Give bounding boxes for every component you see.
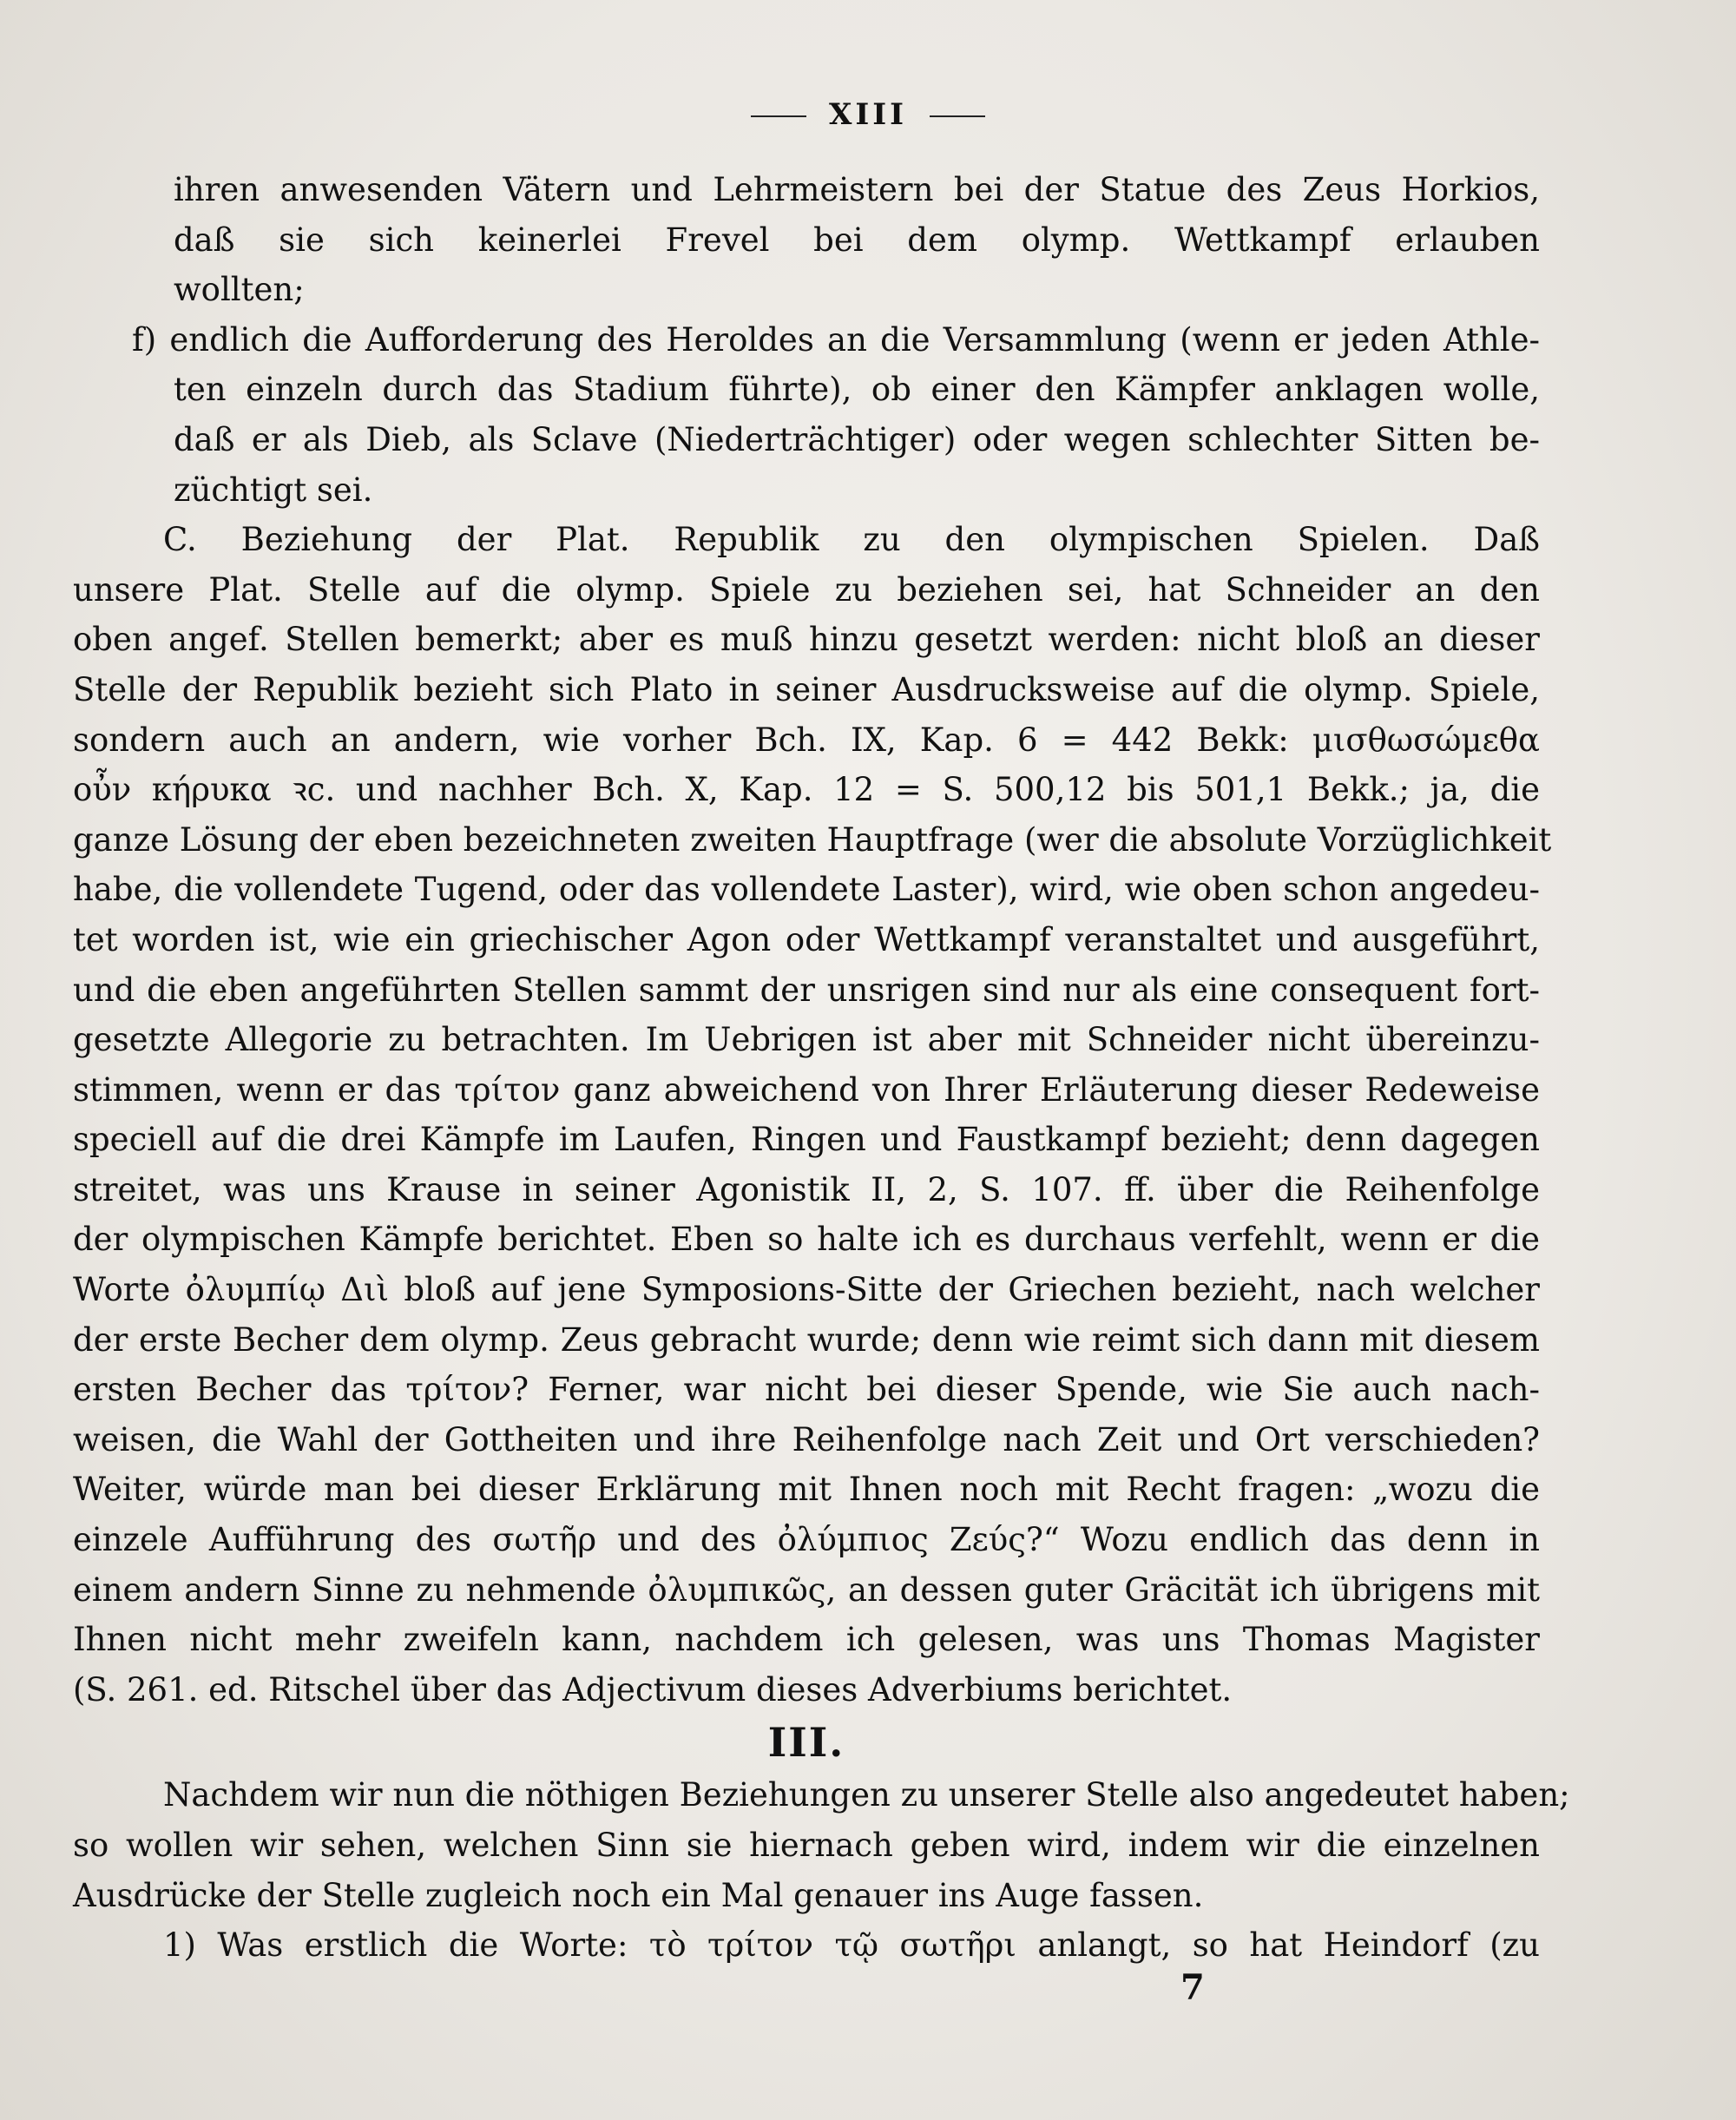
running-header	[0, 97, 1736, 132]
text-line: daß er als Dieb, als Sclave (Niederträchtiger) oder wegen schlechter Sitten be-	[174, 420, 1540, 458]
folio-number: 7	[1180, 1967, 1205, 2008]
text-line: streitet, was uns Krause in seiner Agonistik II, 2, S. 107. ff. über die Reihenfolge	[73, 1170, 1540, 1208]
body-text	[73, 165, 1570, 1971]
text-line: und die eben angeführten Stellen sammt der unsrigen sind nur als eine consequent fort-	[73, 971, 1540, 1009]
text-line: einzele Aufführung des σωτῆρ und des ὀλύμπιος Ζεύς?“ Wozu endlich das denn in	[73, 1521, 1540, 1559]
text-line: habe, die vollendete Tugend, oder das vollendete Laster), wird, wie oben schon angedeu-	[73, 871, 1540, 909]
text-line: sondern auch an andern, wie vorher Bch. IX, Kap. 6 = 442 Bekk: μισθωσώμεθα	[73, 721, 1540, 759]
text-line: weisen, die Wahl der Gottheiten und ihre Reihenfolge nach Zeit und Ort verschieden?	[73, 1420, 1540, 1458]
text-line: tet worden ist, wie ein griechischer Agon oder Wettkampf veranstaltet und ausgeführt,	[73, 920, 1540, 958]
text-line: der olympischen Kämpfe berichtet. Eben so halte ich es durchaus verfehlt, wenn er die	[73, 1221, 1540, 1259]
text-line: Stelle der Republik bezieht sich Plato in seiner Ausdrucksweise auf die olymp. Spiele,	[73, 670, 1540, 708]
text-line: einem andern Sinne zu nehmende ὀλυμπικῶς, an dessen guter Gräcität ich übrigens mit	[73, 1570, 1540, 1609]
text-line: züchtigt sei.	[174, 471, 373, 509]
text-line: Nachdem wir nun die nöthigen Beziehungen zu unserer Stelle also angedeutet haben;	[163, 1776, 1570, 1814]
text-line: wollten;	[174, 271, 305, 309]
text-line: ihren anwesenden Vätern und Lehrmeistern bei der Statue des Zeus Horkios,	[174, 171, 1540, 208]
text-line: (S. 261. ed. Ritschel über das Adjectivum dieses Adverbiums berichtet.	[73, 1670, 1233, 1709]
section-heading: III.	[767, 1719, 845, 1767]
text-line: speciell auf die drei Kämpfe im Laufen, Ringen und Faustkampf bezieht; denn dagegen	[73, 1121, 1540, 1159]
text-line: gesetzte Allegorie zu betrachten. Im Uebrigen ist aber mit Schneider nicht übereinzu-	[73, 1021, 1540, 1059]
page-roman-numeral: XIII	[828, 97, 908, 132]
text-line: daß sie sich keinerlei Frevel bei dem olymp. Wettkampf erlauben	[174, 221, 1540, 259]
text-line: f) endlich die Aufforderung des Heroldes an die Versammlung (wenn er jeden Athle-	[132, 320, 1540, 359]
text-line: 1) Was erstlich die Worte: τὸ τρίτον τῷ σωτῆρι anlangt, so hat Heindorf (zu	[163, 1926, 1540, 1965]
text-line: ganze Lösung der eben bezeichneten zweiten Hauptfrage (wer die absolute Vorzüglichkeit	[73, 820, 1552, 859]
text-line: oben angef. Stellen bemerkt; aber es muß hinzu gesetzt werden: nicht bloß an dieser	[73, 621, 1540, 659]
text-line: Worte ὀλυμπίῳ Διὶ bloß auf jene Symposions-Sitte der Griechen bezieht, nach welcher	[73, 1271, 1540, 1309]
text-line: der erste Becher dem olymp. Zeus gebracht wurde; denn wie reimt sich dann mit diesem	[73, 1320, 1540, 1359]
text-line: οὖν κήρυκα ꝛc. und nachher Bch. X, Kap. 12 = S. 500,12 bis 501,1 Bekk.; ja, die	[73, 771, 1540, 809]
text-line: Ihnen nicht mehr zweifeln kann, nachdem ich gelesen, was uns Thomas Magister	[73, 1621, 1540, 1659]
text-line: so wollen wir sehen, welchen Sinn sie hiernach geben wird, indem wir die einzelnen	[73, 1827, 1540, 1864]
text-line: ten einzeln durch das Stadium führte), ob einer den Kämpfer anklagen wolle,	[174, 371, 1540, 409]
text-line: stimmen, wenn er das τρίτον ganz abweichend von Ihrer Erläuterung dieser Redeweise	[73, 1070, 1540, 1109]
header-dash-left	[751, 115, 806, 117]
text-line: Ausdrücke der Stelle zugleich noch ein Mal genauer ins Auge fassen.	[73, 1876, 1204, 1914]
text-line: C. Beziehung der Plat. Republik zu den olympischen Spielen. Daß	[163, 521, 1540, 559]
text-line: ersten Becher das τρίτον? Ferner, war nicht bei dieser Spende, wie Sie auch nach-	[73, 1371, 1540, 1409]
header-dash-right	[930, 115, 985, 117]
text-line: unsere Plat. Stelle auf die olymp. Spiele zu beziehen sei, hat Schneider an den	[73, 570, 1540, 609]
text-line: Weiter, würde man bei dieser Erklärung mit Ihnen noch mit Recht fragen: „wozu die	[73, 1471, 1540, 1509]
